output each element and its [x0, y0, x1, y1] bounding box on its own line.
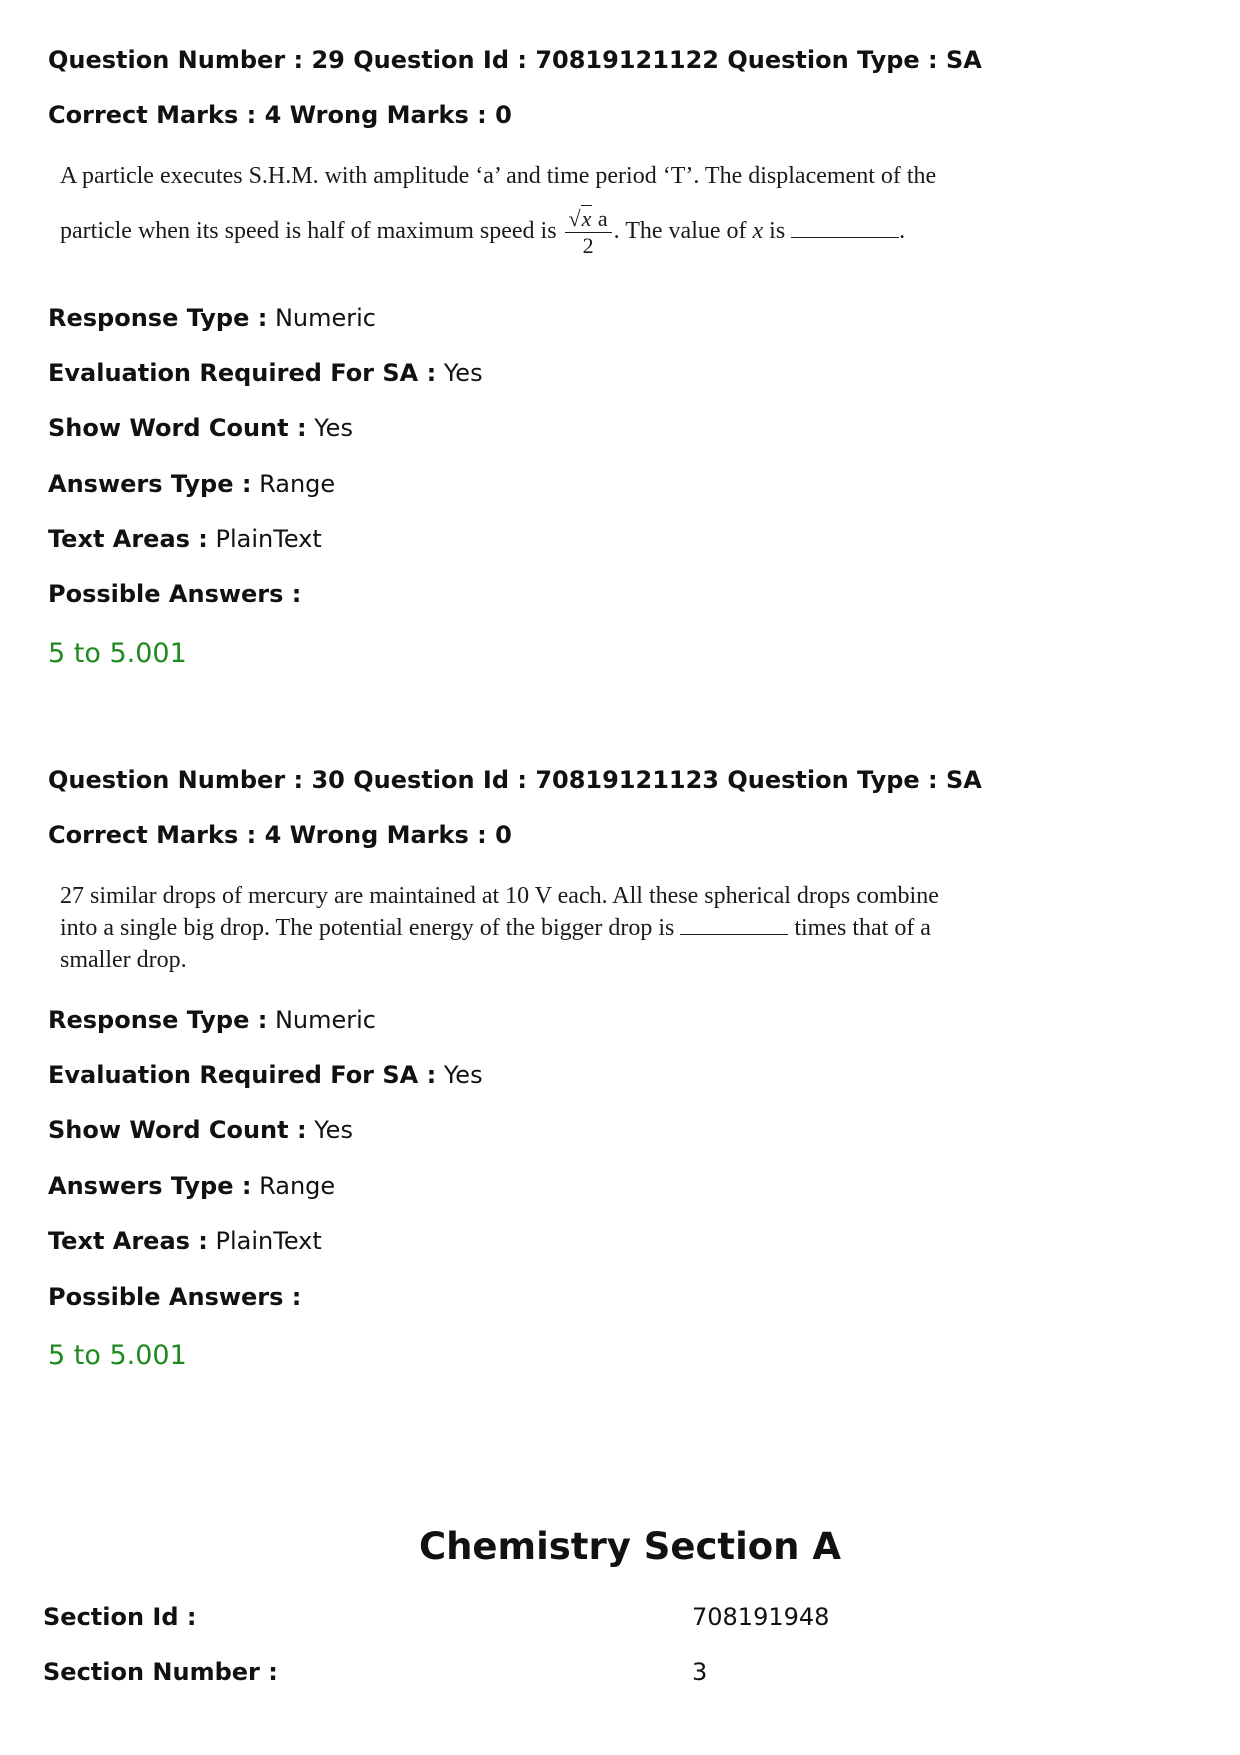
q30-field-word-count — [48, 1116, 353, 1144]
field-value: Numeric — [274, 304, 376, 332]
field-key: Response Type : — [48, 304, 268, 332]
section-title: Chemistry Section A — [418, 1525, 842, 1568]
q29-fraction-denominator: 2 — [582, 233, 594, 258]
field-value: Yes — [314, 414, 353, 442]
q29-header: Question Number : 29 Question Id : 70819121122 Question Type : SA — [48, 46, 982, 74]
q30-text-line2-pre: into a single big drop. The potential energy of the bigger drop is — [60, 915, 675, 941]
field-value: Yes — [443, 1061, 483, 1089]
field-value: Yes — [443, 359, 483, 387]
q30-field-answers-type — [48, 1172, 335, 1200]
field-value: PlainText — [215, 525, 322, 553]
section-id-row — [43, 1603, 196, 1631]
q29-var-x: x — [752, 218, 764, 245]
sqrt-symbol: √x — [568, 206, 592, 231]
q30-field-possible-answers — [48, 1283, 301, 1311]
q29-text-line2: particle when its speed is half of maximum speed is $\frac{\text{√x a}}{2}$ . The value of x is . — [60, 206, 906, 258]
q30-header: Question Number : 30 Question Id : 70819121123 Question Type : SA — [48, 766, 982, 794]
field-key: Show Word Count : — [48, 1116, 307, 1144]
q30-field-response-type — [48, 1006, 376, 1034]
q29-answer: 5 to 5.001 — [48, 638, 187, 669]
field-key: Possible Answers : — [48, 580, 302, 608]
section-number-value: 3 — [692, 1658, 708, 1686]
q30-marks: Correct Marks : 4 Wrong Marks : 0 — [48, 821, 512, 849]
field-key: Possible Answers : — [48, 1283, 302, 1311]
q29-blank — [791, 237, 899, 238]
q30-blank — [680, 934, 788, 935]
field-key: Text Areas : — [48, 525, 208, 553]
field-key: Text Areas : — [48, 1227, 208, 1255]
q30-text-line1: 27 similar drops of mercury are maintained at 10 V each. All these spherical drops combine — [60, 883, 939, 909]
field-key: Evaluation Required For SA : — [48, 1061, 437, 1089]
field-key: Answers Type : — [48, 470, 252, 498]
q29-field-word-count — [48, 414, 353, 442]
q29-numerator-a: a — [597, 206, 608, 231]
section-id-value: 708191948 — [692, 1603, 830, 1631]
q29-text-line1: A particle executes S.H.M. with amplitude ‘a’ and time period ‘T’. The displacement of the — [60, 163, 937, 189]
field-key: Evaluation Required For SA : — [48, 359, 437, 387]
field-value: Yes — [314, 1116, 353, 1144]
field-value: Range — [259, 1172, 336, 1200]
q30-text-line2 — [60, 912, 960, 944]
field-value: Range — [259, 470, 336, 498]
q29-field-text-areas — [48, 525, 322, 553]
section-id-label: Section Id : — [43, 1603, 197, 1631]
q29-text-line2-post: . The value of — [613, 218, 747, 245]
q29-field-possible-answers — [48, 580, 301, 608]
q30-question-text — [60, 880, 960, 976]
q29-text-line2-pre: particle when its speed is half of maximum speed is — [60, 218, 557, 245]
q30-answer: 5 to 5.001 — [48, 1340, 187, 1371]
q29-field-evaluation — [48, 359, 483, 387]
field-value: PlainText — [215, 1227, 322, 1255]
q30-field-text-areas — [48, 1227, 322, 1255]
q29-fraction — [565, 206, 612, 259]
section-number-row — [43, 1658, 278, 1686]
q29-field-response-type — [48, 304, 376, 332]
q29-fraction-numerator — [565, 206, 612, 233]
field-key: Response Type : — [48, 1006, 268, 1034]
section-number-label: Section Number : — [43, 1658, 278, 1686]
q30-text-line3: smaller drop. — [60, 947, 187, 973]
q29-field-answers-type — [48, 470, 335, 498]
q29-text-is: is — [769, 218, 786, 245]
q29-question-text — [60, 160, 960, 259]
q29-marks: Correct Marks : 4 Wrong Marks : 0 — [48, 101, 512, 129]
field-key: Answers Type : — [48, 1172, 252, 1200]
q30-field-evaluation — [48, 1061, 483, 1089]
q29-sqrt-radicand: x — [581, 206, 592, 231]
field-key: Show Word Count : — [48, 414, 307, 442]
q30-text-line2-post: times that of a — [794, 915, 931, 941]
field-value: Numeric — [274, 1006, 376, 1034]
